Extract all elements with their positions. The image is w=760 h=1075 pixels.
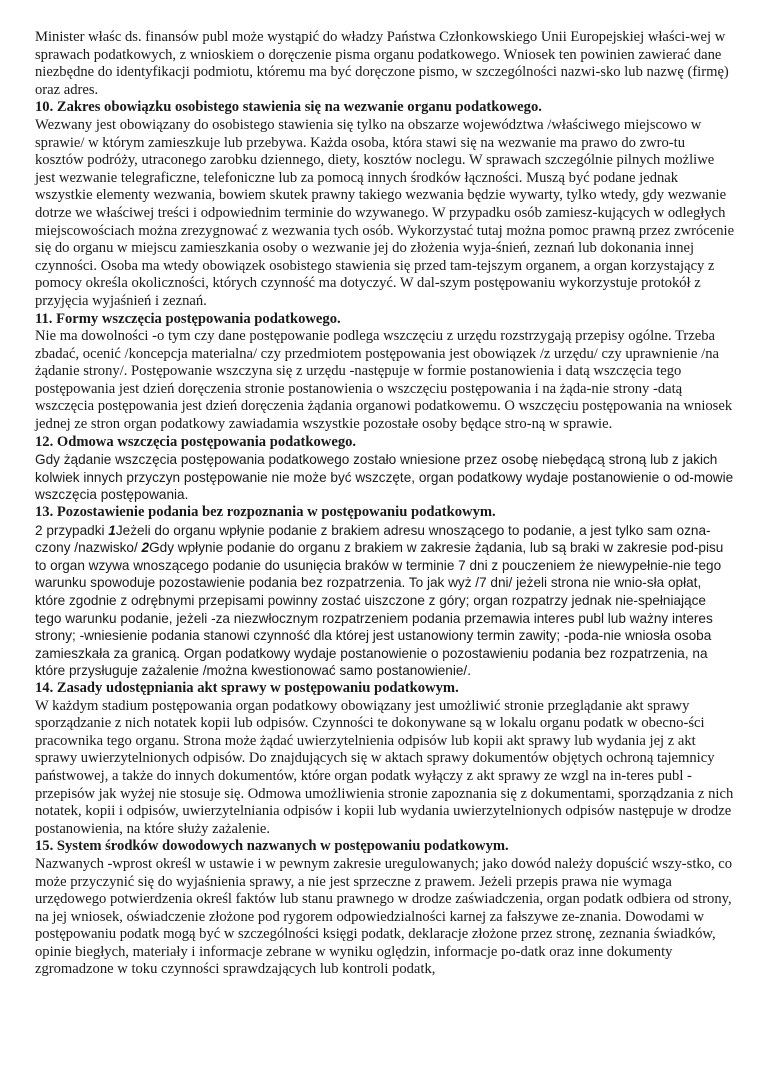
section-heading: 14. Zasady udostępniania akt sprawy w postępowaniu podatkowym.: [35, 679, 459, 696]
section-heading: 10. Zakres obowiązku osobistego stawienia się na wezwanie organu podatkowego.: [35, 99, 542, 116]
section-heading: 15. System środków dowodowych nazwanych w postępowaniu podatkowym.: [35, 838, 509, 855]
section-heading: 12. Odmowa wszczęcia postępowania podatkowego.: [35, 433, 357, 450]
text-run: 2 przypadki: [35, 522, 109, 538]
section-14: [35, 680, 735, 838]
section-13: [35, 504, 735, 680]
section-body: Nie ma dowolności -o tym czy dane postępowanie podlega wszczęciu z urzędu rozstrzygają przepisy ogólne. Trzeba zbadać, ocenić /koncepcja materialna/ czy przedmiotem postępowania jest obowiązek /z urzędu/ czy uprawnienie /na żądanie strony/. Postępowanie wszczyna się z urzędu -następuje w formie postanowienia i datą wszczęcia tego postępowania jest dzień doręczenia stronie postanowienia o wszczęciu postępowania i na żąda-nie strony -datą wszczęcia postępowania jest dzień doręczenia żądania organowi podatkowemu. O wszczęciu postępowania na wniosek jednej ze stron organ podatkowy zawiadamia wszystkie pozostałe osoby będące stro-ną w sprawie.: [35, 328, 733, 433]
section-15: [35, 838, 735, 979]
section-body: Nazwanych -wprost określ w ustawie i w pewnym zakresie uregulowanych; jako dowód należy dopuścić wszy-stko, co może przyczynić się do wyjaśnienia sprawy, a nie jest sprzeczne z prawem. Jeżeli przepis prawa nie wymaga urzędowego potwierdzenia określ faktów lub stanu prawnego w drodze zaświadczenia, organ podatk odbiera od strony, na jej wniosek, oświadczenie złożone pod rygorem odpowiedzialności karnej za fałszywe ze-znania. Dowodami w postępowaniu podatk mogą być w szczególności księgi podatk, deklaracje złożone przez stronę, zeznania świadków, opinie biegłych, materiały i informacje zebrane w wyniku oględzin, informacje po-datk oraz inne dokumenty zgromadzone w toku czynności sprawdzających lub kontroli podatk,: [35, 855, 733, 978]
section-heading: 13. Pozostawienie podania bez rozpoznania w postępowaniu podatkowym.: [35, 504, 496, 521]
text-run: Gdy wpłynie podanie do organu z brakiem w zakresie żądania, lub są braki w zakresie pod-pisu to organ wzywa wnoszącego podanie do usunięcia braków w terminie 7 dni z pouczeniem że niewypełnie-nie tego warunku spowoduje pozostawienie podania bez rozpatrzenia. To jak wyż /7 dni/ jeżeli strona nie wnio-sła opłat, które zgodnie z odrębnymi przepisami powinny zostać uiszczone z góry; organ rozpatrzy jednak nie-spełniające tego warunku podanie, jeżeli -za niezwłocznym rozpatrzeniem podania przemawia interes publ lub ważny interes strony; -wniesienie podania stanowi czynność dla której jest ustanowiony termin zawity; -poda-nie wniosła osoba zamieszkała za granicą. Organ podatkowy wydaje postanowienie o pozostawieniu podania bez rozpatrzenia, na które przysługuje zażalenie /można kwestionować samo postanowienie/.: [35, 540, 724, 679]
section-12: [35, 434, 735, 504]
section-body: Wezwany jest obowiązany do osobistego stawienia się tylko na obszarze województwa /właściwego miejscowo w sprawie/ w którym zamieszkuje lub przebywa. Każda osoba, która stawi się na wezwanie ma prawo do zwro-tu kosztów podróży, utraconego zarobku dziennego, diety, kosztów noclegu. W sprawach szczególnie pilnych możliwe jest wezwanie telegraficzne, telefoniczne lub za pomocą innych środków łączności. Muszą być podane jednak wszystkie elementy wezwania, bowiem skutek prawny takiego wezwania będzie wywarty, tylko wtedy, gdy wezwanie dotrze we właściwej treści i odpowiednim terminie do wzywanego. W przypadku osób zamiesz-kujących w odległych miejscowościach można zrezygnować z wezwania tych osób. Wykorzystać tutaj można pomoc prawną przez zwrócenie się do organu w miejscu zamieszkania osoby o wezwanie jej do złożenia wyja-śnień, zeznań lub dokonania innej czynności. Osoba ma wtedy obowiązek osobistego stawienia się przed tam-tejszym organem, a organ korzystający z pomocy określa okoliczności, których czynność ma dotyczyć. W dal-szym postępowaniu wykorzystuje protokół z przyjęcia wyjaśnień i zeznań.: [35, 116, 735, 309]
case-marker: 2: [141, 540, 150, 556]
case-marker: 1: [108, 522, 116, 538]
section-body: W każdym stadium postępowania organ podatkowy obowiązany jest umożliwić stronie przeglądanie akt sprawy sporządzanie z nich notatek kopii lub odpisów. Czynności te dokonywane są w lokalu organu podatk w obecno-ści pracownika tego organu. Strona może żądać uwierzytelnienia odpisów lub kopii akt sprawy lub wydania jej z akt sprawy uwierzytelnionych odpisów. Do znajdujących się w aktach sprawy dokumentów objętych ochroną tajemnicy państwowej, a także do innych dokumentów, które organ podatk wyłączy z akt sprawy ze wzgl na in-teres publ -przepisów jak wyżej nie stosuje się. Odmowa umożliwienia stronie zapoznania się z dokumentami, sporządzania z nich notatek, kopii i odpisów, uwierzytelniania odpisów i kopii lub wydania uwierzytelnionych odpisów następuje w drodze postanowienia, na które służy zażalenie.: [35, 697, 734, 837]
intro-paragraph: Minister właśc ds. finansów publ może wystąpić do władzy Państwa Członkowskiego Unii Europejskiej właści-wej w sprawach podatkowych, z wnioskiem o doręczenie pisma organu podatkowego. Wniosek ten powinien zawierać dane niezbędne do identyfikacji podmiotu, któremu ma być doręczone pismo, w szczególności nazwi-sko lub nazwę (firmę) oraz adres.: [35, 29, 729, 98]
document-page: [35, 29, 735, 979]
text-run: Jeżeli do organu wpłynie podanie z brakiem adresu wnoszącego to podanie, a jest tylko sam ozna-czony /nazwisko/: [35, 522, 711, 556]
section-body: Gdy żądanie wszczęcia postępowania podatkowego zostało wniesione przez osobę niebędącą stroną lub z jakich kolwiek innych przyczyn postępowanie nie może być wszczęte, organ podatkowy wydaje postanowienie o od-mowie wszczęcia postępowania.: [35, 452, 734, 503]
section-body: [35, 522, 735, 680]
section-11: [35, 311, 735, 434]
section-heading: 11. Formy wszczęcia postępowania podatkowego.: [35, 310, 341, 327]
section-10: [35, 99, 735, 310]
